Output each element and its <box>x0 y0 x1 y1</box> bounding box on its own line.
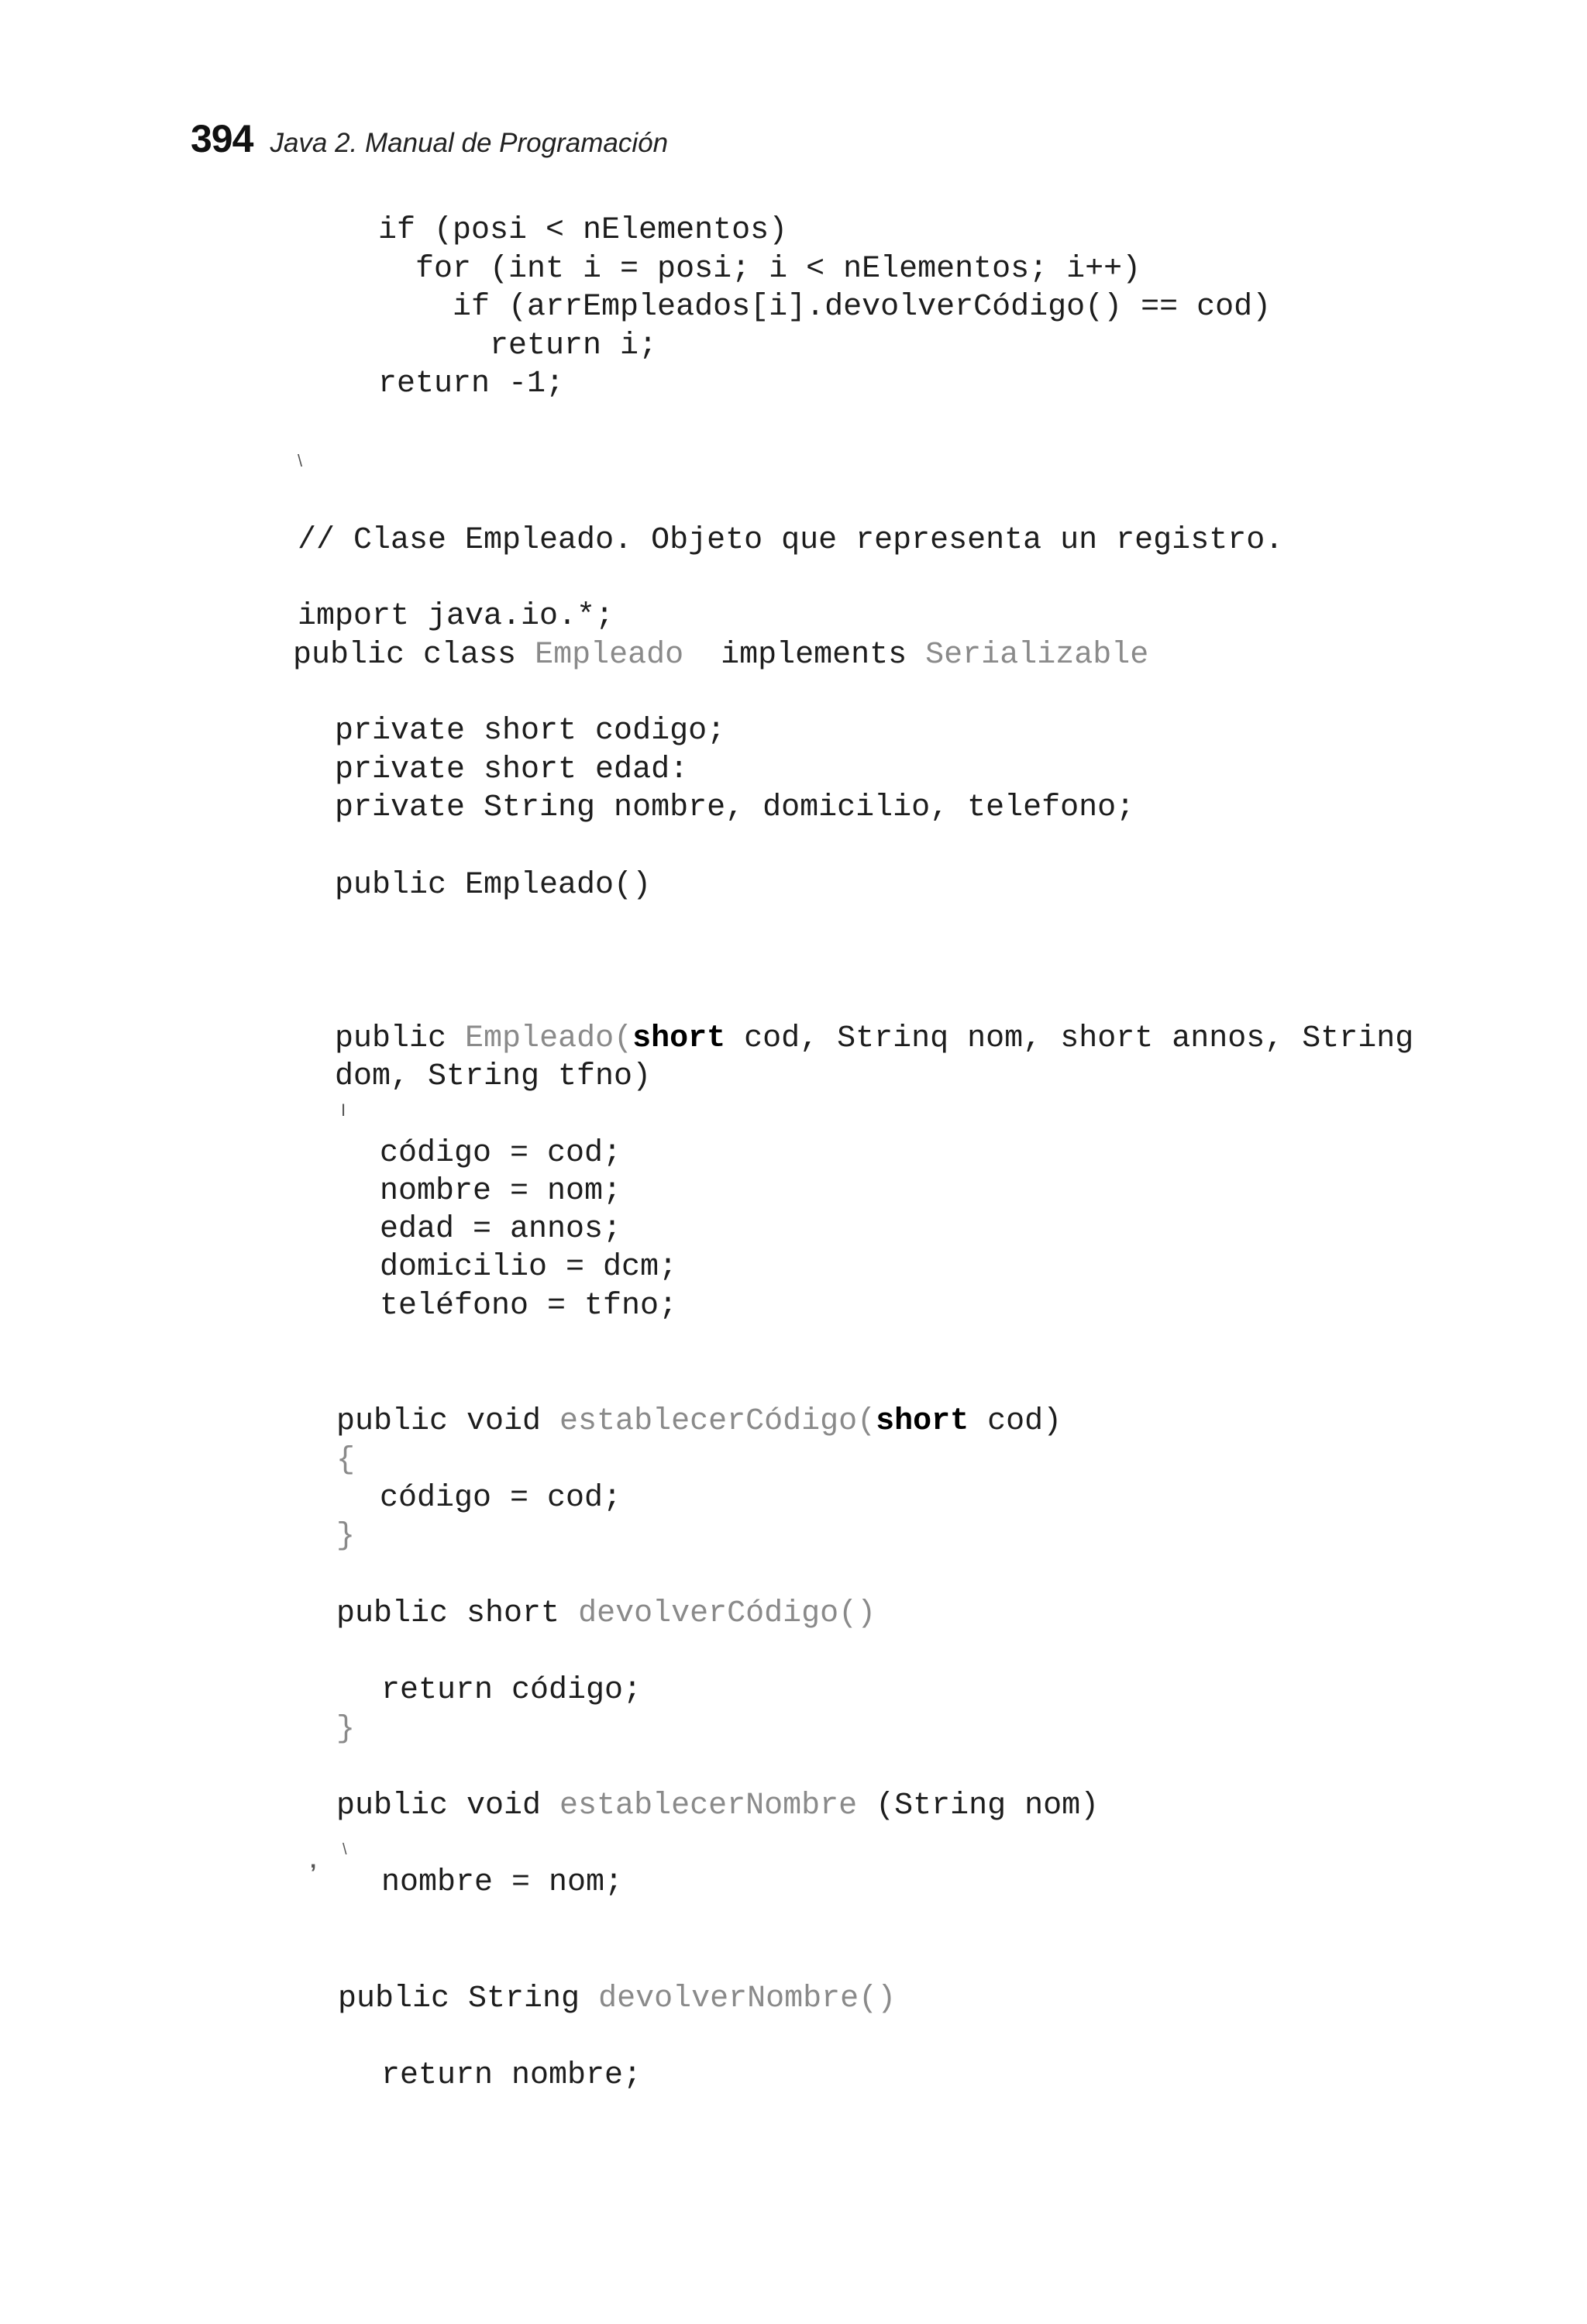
ctor-params: cod, Strinq nom, short annos, String <box>725 1021 1414 1056</box>
code-line: nombre = nom; <box>380 1174 622 1209</box>
method-name: establecerNombre <box>559 1789 858 1823</box>
stray-mark: \ <box>298 451 303 470</box>
code-line: código = cod; <box>380 1136 622 1171</box>
method-name: devolverCódigo() <box>578 1596 876 1631</box>
page-number: 394 <box>191 117 253 160</box>
code-line: return código; <box>381 1673 642 1708</box>
method-signature <box>336 1596 876 1633</box>
close-brace: } <box>336 1519 356 1554</box>
ctor-modifier: public <box>335 1021 447 1056</box>
default-constructor: public Empleado() <box>335 868 652 903</box>
code-line: return nombre; <box>381 2058 642 2093</box>
method-modifiers: public short <box>336 1596 579 1631</box>
field-declaration: private String nombre, domicilio, telefono; <box>335 790 1135 825</box>
code-line: domicilio = dcm; <box>380 1250 678 1285</box>
field-declaration: private short edad: <box>335 752 689 787</box>
stray-mark: , <box>310 1847 317 1873</box>
open-brace: { <box>336 1443 356 1478</box>
method-modifiers: public String <box>338 1981 599 2016</box>
method-params: (String nom) <box>857 1789 1100 1823</box>
constructor-signature-cont: dom, String tfno) <box>335 1059 652 1094</box>
book-title: Java 2. Manual de Programación <box>270 128 669 158</box>
constructor-signature <box>335 1021 1413 1058</box>
comment-line: // Clase Empleado. Objeto que representa un registro. <box>298 523 1284 558</box>
ctor-short-keyword: short <box>632 1021 726 1056</box>
import-line: import java.io.*; <box>298 599 614 634</box>
code-line: for (int i = posi; i < nElementos; i++) <box>378 252 1141 287</box>
code-line: if (arrEmpleados[i].devolverCódigo() == cod) <box>378 290 1272 325</box>
code-line: código = cod; <box>380 1481 622 1516</box>
implements-keyword: implements <box>721 638 907 673</box>
code-line: return -1; <box>378 367 565 401</box>
code-line: edad = annos; <box>380 1212 622 1247</box>
field-declaration: private short codigo; <box>335 714 726 749</box>
code-line: if (posi < nElementos) <box>378 213 788 248</box>
class-declaration <box>293 637 1148 674</box>
interface-name: Serializable <box>925 638 1149 673</box>
method-signature <box>336 1788 1099 1825</box>
stray-mark: \ <box>343 1841 347 1858</box>
code-line: nombre = nom; <box>381 1865 624 1900</box>
short-keyword: short <box>876 1404 969 1439</box>
method-signature <box>336 1403 1062 1441</box>
page-header <box>191 116 668 161</box>
method-name: establecerCódigo( <box>559 1404 876 1439</box>
method-modifiers: public void <box>336 1404 560 1439</box>
code-line: teléfono = tfno; <box>380 1289 678 1324</box>
class-keywords: public class <box>293 638 517 673</box>
ctor-name: Empleado( <box>465 1021 633 1056</box>
method-name: devolverNombre() <box>598 1981 897 2016</box>
code-line: return i; <box>378 329 658 363</box>
method-modifiers: public void <box>336 1789 560 1823</box>
method-params: cod) <box>969 1404 1062 1439</box>
class-name: Empleado <box>535 638 684 673</box>
method-signature <box>338 1981 896 2018</box>
close-brace: } <box>336 1712 356 1747</box>
stray-mark: I <box>341 1100 346 1120</box>
